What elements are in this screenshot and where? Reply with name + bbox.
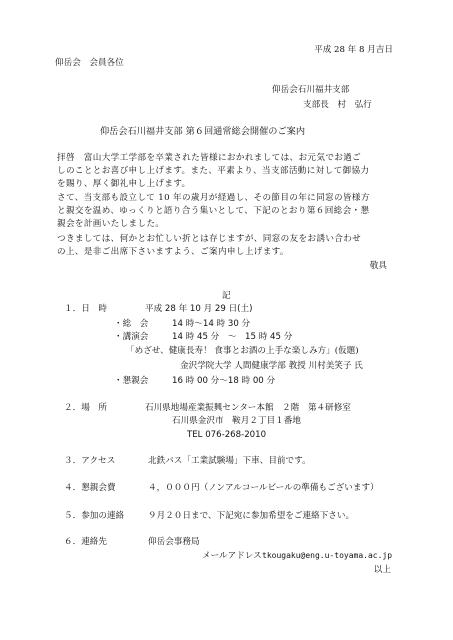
access-info: 北鉄バス「工業試験場」下車、目前です。 bbox=[148, 456, 311, 466]
item-label-access: ３．アクセス bbox=[64, 456, 116, 466]
event-date: 平成 28 年 10 月 29 日(土) bbox=[145, 304, 253, 314]
recipient: 仰岳会 会員各位 bbox=[55, 58, 124, 68]
body-line: と親交を温め、ゆっくりと語り合う集いとして、下記のとおり第６回総会・懇 bbox=[57, 206, 370, 216]
fee-info: ４，０００円（ノンアルコールビールの準備もございます） bbox=[148, 483, 379, 493]
schedule-label: ・懇親会 bbox=[114, 376, 149, 386]
lecture-title: 「めざせ、健康長寿！ 食事とお酒の上手な楽しみ方」(仮題) bbox=[126, 346, 359, 356]
sender-name: 支部長 村 弘行 bbox=[303, 100, 372, 110]
lecturer: 金沢学院大学 人間健康学部 教授 川村美笑子 氏 bbox=[180, 361, 363, 371]
body-line: さて、当支部も設立して 10 年の歳月が経過し、その節目の年に同窓の皆様方 bbox=[57, 193, 370, 203]
letter-date: 平成 28 年 8 月吉日 bbox=[314, 45, 393, 55]
item-label-venue: ２．場 所 bbox=[64, 403, 107, 413]
body-line: の上、是非ご出席下さいますよう、ご案内申し上げます。 bbox=[57, 247, 289, 257]
schedule-time: 14 時～14 時 30 分 bbox=[172, 319, 251, 329]
contact-org: 仰岳会事務局 bbox=[148, 537, 200, 547]
item-label-fee: ４．懇親会費 bbox=[64, 483, 116, 493]
end-ijou: 以上 bbox=[373, 565, 391, 575]
schedule-time: 16 時 00 分～18 時 00 分 bbox=[172, 376, 276, 386]
body-line: 拝啓 富山大学工学部を卒業された皆様におかれましては、お元気でお過ご bbox=[57, 153, 362, 163]
schedule-time: 14 時 45 分 ～ 15 時 45 分 bbox=[172, 332, 293, 342]
venue-tel: TEL 076-268-2010 bbox=[187, 430, 267, 440]
email-address: tkougaku@eng.u-toyama.ac.jp bbox=[262, 551, 393, 560]
schedule-label: ・講演会 bbox=[114, 332, 149, 342]
schedule-label: ・総 会 bbox=[114, 319, 149, 329]
body-line: しのこととお喜び申し上げます。また、平素より、当支部活動に対して御協力 bbox=[57, 166, 370, 176]
body-line: 親会を計画いたしました。 bbox=[57, 219, 165, 229]
body-line: つきましては、何かとお忙しい折とは存じますが、同窓の友をお誘い合わせ bbox=[57, 234, 362, 244]
ki-heading: 記 bbox=[222, 291, 231, 301]
venue-name: 石川県地場産業振興センター本館 ２階 第４研修室 bbox=[145, 403, 351, 413]
item-label-rsvp: ５．参加の連絡 bbox=[64, 511, 125, 521]
sender-organization: 仰岳会石川福井支部 bbox=[272, 85, 350, 95]
email-label: メールアドレス bbox=[202, 551, 262, 561]
body-line: を賜り、厚く御礼申し上げます。 bbox=[57, 179, 191, 189]
item-label-contact: ６．連絡先 bbox=[64, 537, 107, 547]
item-label-datetime: １．日 時 bbox=[64, 304, 107, 314]
letter-title: 仰岳会石川福井支部 第６回通常総会開催のご案内 bbox=[100, 126, 306, 137]
venue-address: 石川県金沢市 鞍月２丁目１番地 bbox=[172, 416, 301, 426]
closing-keigu: 敬具 bbox=[369, 261, 387, 271]
rsvp-info: ９月２０日まで、下記宛に参加希望をご連絡下さい。 bbox=[148, 511, 355, 521]
